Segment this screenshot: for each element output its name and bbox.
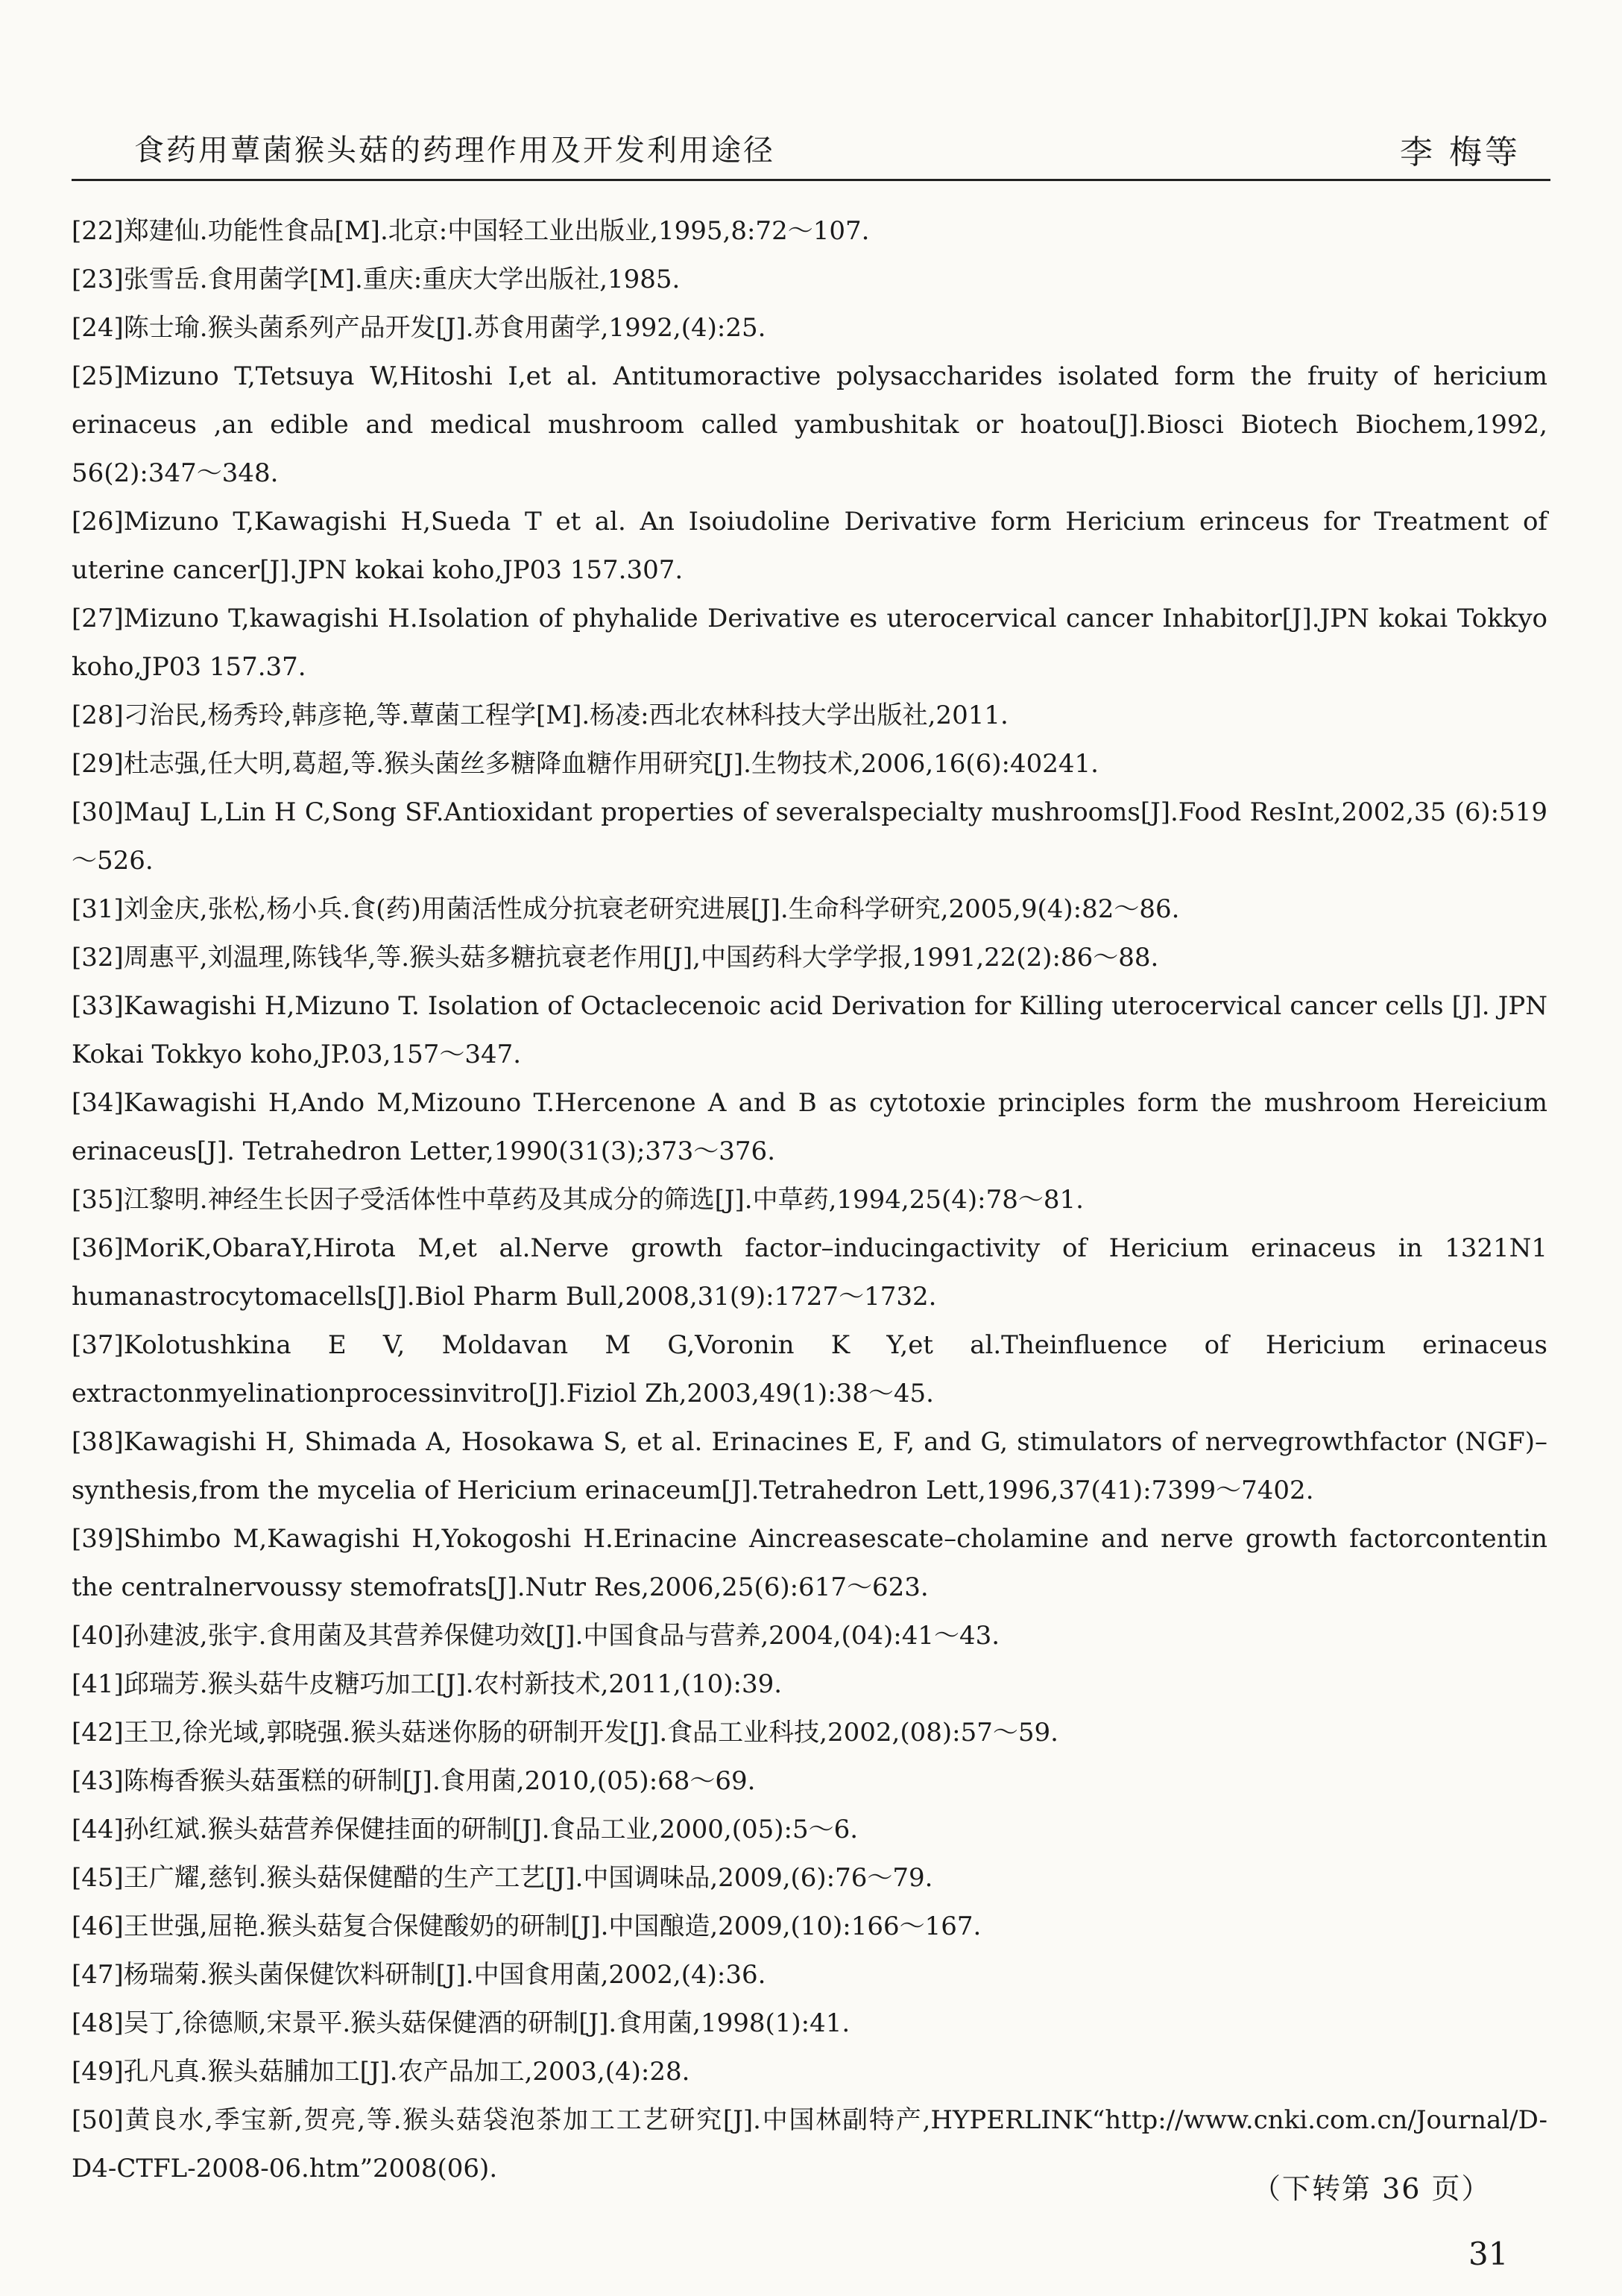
reference-item: [49]孔凡真.猴头菇脯加工[J].农产品加工,2003,(4):28. — [72, 2057, 690, 2087]
reference-item: [36]MoriK,ObaraY,Hirota M,et al.Nerve growth factor–inducingactivity of Hericium erinaceus in 1321N1 humanastrocytomacells[J].Biol Pharm Bull,2008,31(9):1727～1732. — [72, 1233, 1547, 1312]
reference-item: [26]Mizuno T,Kawagishi H,Sueda T et al. An Isoiudoline Derivative form Hericium erinceus for Treatment of uterine cancer[J].JPN kokai koho,JP03 157.307. — [72, 507, 1547, 585]
header-rule — [72, 179, 1550, 181]
reference-item: [48]吴丁,徐德顺,宋景平.猴头菇保健酒的研制[J].食用菌,1998(1):41. — [72, 2008, 851, 2038]
reference-item: [35]江黎明.神经生长因子受活体性中草药及其成分的筛选[J].中草药,1994,25(4):78～81. — [72, 1185, 1084, 1215]
reference-item: [30]MauJ L,Lin H C,Song SF.Antioxidant properties of severalspecialty mushrooms[J].Food ResInt,2002,35 (6):519～526. — [72, 797, 1547, 876]
reference-item: [23]张雪岳.食用菌学[M].重庆:重庆大学出版社,1985. — [72, 265, 681, 294]
reference-item: [45]王广耀,慈钊.猴头菇保健醋的生产工艺[J].中国调味品,2009,(6):76～79. — [72, 1863, 933, 1893]
reference-item: [42]王卫,徐光域,郭晓强.猴头菇迷你肠的研制开发[J].食品工业科技,2002,(08):57～59. — [72, 1718, 1058, 1748]
reference-item: [50]黄良水,季宝新,贺亮,等.猴头菇袋泡茶加工工艺研究[J].中国林副特产,HYPERLINK“http://www.cnki.com.cn/Journal/D-D4-CTFL-2008-06.htm”2008(06). — [72, 2105, 1547, 2183]
reference-item: [25]Mizuno T,Tetsuya W,Hitoshi I,et al. Antitumoractive polysaccharides isolated form the fruity of hericium erinaceus ,an edible and medical mushroom called yambushitak or hoatou[J].Biosci Biotech Biochem,1992, 56(2):347～348. — [72, 361, 1547, 488]
reference-item: [41]邱瑞芳.猴头菇牛皮糖巧加工[J].农村新技术,2011,(10):39. — [72, 1669, 783, 1699]
reference-item: [37]Kolotushkina E V, Moldavan M G,Voronin K Y,et al.Theinfluence of Hericium erinaceus extractonmyelinationprocessinvitro[J].Fiziol Zh,2003,49(1):38～45. — [72, 1330, 1547, 1408]
reference-item: [44]孙红斌.猴头菇营养保健挂面的研制[J].食品工业,2000,(05):5～6. — [72, 1815, 859, 1844]
running-title: 食药用蕈菌猴头菇的药理作用及开发利用途径 — [134, 133, 775, 168]
reference-item: [33]Kawagishi H,Mizuno T. Isolation of Octaclecenoic acid Derivation for Killing uterocervical cancer cells [J]. JPN Kokai Tokkyo koho,JP.03,157～347. — [72, 991, 1547, 1069]
reference-item: [38]Kawagishi H, Shimada A, Hosokawa S, et al. Erinacines E, F, and G, stimulators of nervegrowthfactor (NGF)–synthesis,from the mycelia of Hericium erinaceum[J].Tetrahedron Lett,1996,37(41):7399～7402. — [72, 1427, 1547, 1505]
reference-item: [24]陈士瑜.猴头菌系列产品开发[J].苏食用菌学,1992,(4):25. — [72, 313, 766, 343]
reference-item: [43]陈梅香猴头菇蛋糕的研制[J].食用菌,2010,(05):68～69. — [72, 1766, 756, 1796]
reference-item: [46]王世强,屈艳.猴头菇复合保健酸奶的研制[J].中国酿造,2009,(10):166～167. — [72, 1911, 982, 1941]
reference-item: [28]刁治民,杨秀玲,韩彦艳,等.蕈菌工程学[M].杨凌:西北农林科技大学出版社,2011. — [72, 700, 1009, 730]
running-author: 李 梅等 — [1400, 133, 1521, 171]
reference-item: [22]郑建仙.功能性食品[M].北京:中国轻工业出版业,1995,8:72～107. — [72, 216, 870, 246]
reference-item: [29]杜志强,任大明,葛超,等.猴头菌丝多糖降血糖作用研究[J].生物技术,2006,16(6):40241. — [72, 749, 1099, 779]
reference-item: [39]Shimbo M,Kawagishi H,Yokogoshi H.Erinacine Aincreasescate–cholamine and nerve growth factorcontentin the centralnervoussy stemofrats[J].Nutr Res,2006,25(6):617～623. — [72, 1524, 1547, 1602]
running-header — [134, 121, 1550, 180]
reference-item: [34]Kawagishi H,Ando M,Mizouno T.Hercenone A and B as cytotoxie principles form the mushroom Hereicium erinaceus[J]. Tetrahedron Letter,1990(31(3);373～376. — [72, 1088, 1547, 1166]
reference-item: [27]Mizuno T,kawagishi H.Isolation of phyhalide Derivative es uterocervical cancer Inhabitor[J].JPN kokai Tokkyo koho,JP03 157.37. — [72, 604, 1547, 682]
reference-item: [40]孙建波,张宇.食用菌及其营养保健功效[J].中国食品与营养,2004,(04):41～43. — [72, 1621, 1000, 1651]
page-number: 31 — [1468, 2236, 1509, 2272]
reference-item: [32]周惠平,刘温理,陈钱华,等.猴头菇多糖抗衰老作用[J],中国药科大学学报,1991,22(2):86～88. — [72, 943, 1159, 973]
reference-list — [72, 207, 1547, 2193]
reference-item: [31]刘金庆,张松,杨小兵.食(药)用菌活性成分抗衰老研究进展[J].生命科学研究,2005,9(4):82～86. — [72, 894, 1180, 924]
reference-item: [47]杨瑞菊.猴头菌保健饮料研制[J].中国食用菌,2002,(4):36. — [72, 1960, 766, 1990]
continued-note: （下转第 36 页） — [1252, 2172, 1492, 2205]
